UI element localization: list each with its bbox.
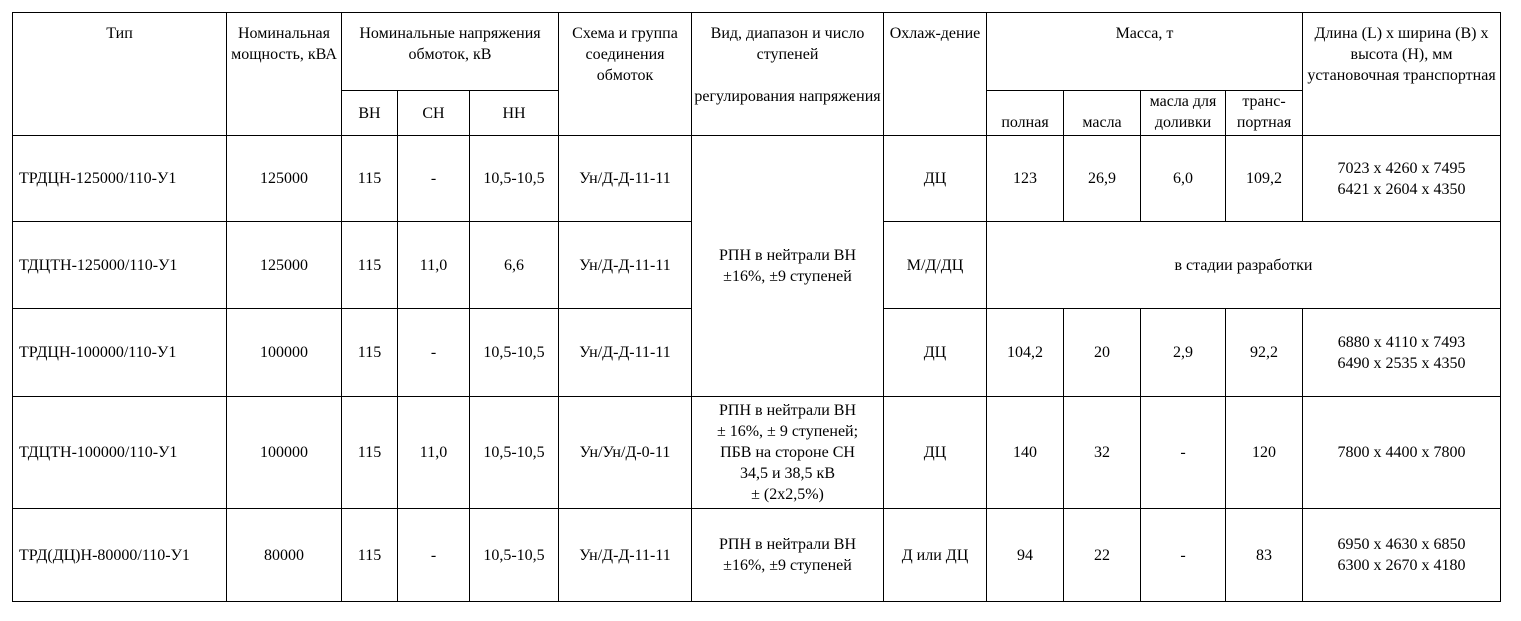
header-mass-full: полная bbox=[987, 91, 1064, 136]
cell-cooling: ДЦ bbox=[884, 309, 987, 397]
header-row-1 bbox=[13, 13, 1501, 91]
table-row bbox=[13, 509, 1501, 602]
header-regulation-line2: регулирования напряжения bbox=[694, 88, 881, 105]
cell-power: 100000 bbox=[227, 309, 342, 397]
cell-type: ТДЦТН-125000/110-У1 bbox=[13, 222, 227, 309]
cell-scheme: Ун/Ун/Д-0-11 bbox=[559, 397, 692, 509]
cell-vn: 115 bbox=[342, 397, 398, 509]
dims-install: 6950 x 4630 x 6850 bbox=[1337, 536, 1466, 553]
cell-nn: 6,6 bbox=[470, 222, 559, 309]
cell-cooling: Д или ДЦ bbox=[884, 509, 987, 602]
table-row bbox=[13, 136, 1501, 222]
cell-regulation: РПН в нейтрали ВН ± 16%, ± 9 ступеней; ПБВ на стороне СН 34,5 и 38,5 кВ ± (2х2,5%) bbox=[692, 397, 884, 509]
header-mass: Масса, т bbox=[987, 13, 1303, 91]
header-dims: Длина (L) х ширина (B) х высота (H), мм установочная транспортная bbox=[1303, 13, 1501, 136]
cell-cooling: М/Д/ДЦ bbox=[884, 222, 987, 309]
cell-type: ТРДЦН-100000/110-У1 bbox=[13, 309, 227, 397]
dims-install: 7023 x 4260 x 7495 bbox=[1337, 159, 1466, 177]
cell-mass-full: 140 bbox=[987, 397, 1064, 509]
cell-cooling: ДЦ bbox=[884, 397, 987, 509]
dims-install: 6880 x 4110 x 7493 bbox=[1337, 333, 1466, 351]
cell-vn: 115 bbox=[342, 136, 398, 222]
cell-mass-note: в стадии разработки bbox=[987, 222, 1501, 309]
table-row bbox=[13, 397, 1501, 509]
cell-mass-topup: 6,0 bbox=[1141, 136, 1226, 222]
cell-mass-transport: 83 bbox=[1226, 509, 1303, 602]
cell-power: 100000 bbox=[227, 397, 342, 509]
dims-install: 7800 x 4400 x 7800 bbox=[1337, 444, 1466, 461]
header-mass-topup: масла для доливки bbox=[1141, 91, 1226, 136]
cell-mass-full: 94 bbox=[987, 509, 1064, 602]
dims-transport: 6300 x 2670 x 4180 bbox=[1337, 557, 1466, 574]
cell-mass-oil: 22 bbox=[1064, 509, 1141, 602]
header-type: Тип bbox=[13, 13, 227, 136]
cell-vn: 115 bbox=[342, 309, 398, 397]
cell-regulation-merged: РПН в нейтрали ВН ±16%, ±9 ступеней bbox=[692, 136, 884, 397]
header-sn: СН bbox=[398, 91, 470, 136]
cell-sn: - bbox=[398, 309, 470, 397]
cell-nn: 10,5-10,5 bbox=[470, 136, 559, 222]
cell-mass-transport: 120 bbox=[1226, 397, 1303, 509]
cell-sn: 11,0 bbox=[398, 397, 470, 509]
header-power: Номинальная мощность, кВА bbox=[227, 13, 342, 136]
header-mass-oil: масла bbox=[1064, 91, 1141, 136]
cell-dims bbox=[1303, 509, 1501, 602]
cell-dims bbox=[1303, 136, 1501, 222]
cell-mass-transport: 92,2 bbox=[1226, 309, 1303, 397]
cell-mass-full: 123 bbox=[987, 136, 1064, 222]
header-scheme: Схема и группа соединения обмоток bbox=[559, 13, 692, 136]
cell-sn: - bbox=[398, 509, 470, 602]
header-voltages: Номинальные напряжения обмоток, кВ bbox=[342, 13, 559, 91]
cell-scheme: Ун/Д-Д-11-11 bbox=[559, 309, 692, 397]
cell-mass-oil: 26,9 bbox=[1064, 136, 1141, 222]
transformer-spec-table bbox=[12, 12, 1501, 602]
cell-cooling: ДЦ bbox=[884, 136, 987, 222]
cell-power: 125000 bbox=[227, 136, 342, 222]
dims-transport: 6490 x 2535 x 4350 bbox=[1337, 354, 1466, 372]
cell-nn: 10,5-10,5 bbox=[470, 397, 559, 509]
header-regulation-line1: Вид, диапазон и число ступеней bbox=[710, 25, 865, 63]
cell-mass-topup: 2,9 bbox=[1141, 309, 1226, 397]
cell-power: 125000 bbox=[227, 222, 342, 309]
cell-mass-oil: 20 bbox=[1064, 309, 1141, 397]
header-mass-transport: транс-портная bbox=[1226, 91, 1303, 136]
cell-mass-full: 104,2 bbox=[987, 309, 1064, 397]
cell-nn: 10,5-10,5 bbox=[470, 509, 559, 602]
cell-scheme: Ун/Д-Д-11-11 bbox=[559, 222, 692, 309]
cell-type: ТРДЦН-125000/110-У1 bbox=[13, 136, 227, 222]
cell-sn: 11,0 bbox=[398, 222, 470, 309]
header-cooling: Охлаж-дение bbox=[884, 13, 987, 136]
dims-transport: 6421 x 2604 x 4350 bbox=[1337, 180, 1466, 198]
header-vn: ВН bbox=[342, 91, 398, 136]
cell-vn: 115 bbox=[342, 222, 398, 309]
cell-power: 80000 bbox=[227, 509, 342, 602]
cell-scheme: Ун/Д-Д-11-11 bbox=[559, 136, 692, 222]
cell-type: ТДЦТН-100000/110-У1 bbox=[13, 397, 227, 509]
cell-vn: 115 bbox=[342, 509, 398, 602]
cell-mass-transport: 109,2 bbox=[1226, 136, 1303, 222]
cell-sn: - bbox=[398, 136, 470, 222]
header-regulation bbox=[692, 13, 884, 136]
cell-scheme: Ун/Д-Д-11-11 bbox=[559, 509, 692, 602]
cell-regulation: РПН в нейтрали ВН ±16%, ±9 ступеней bbox=[692, 509, 884, 602]
cell-dims bbox=[1303, 397, 1501, 509]
cell-nn: 10,5-10,5 bbox=[470, 309, 559, 397]
cell-mass-oil: 32 bbox=[1064, 397, 1141, 509]
header-nn: НН bbox=[470, 91, 559, 136]
cell-mass-topup: - bbox=[1141, 509, 1226, 602]
cell-mass-topup: - bbox=[1141, 397, 1226, 509]
cell-type: ТРД(ДЦ)Н-80000/110-У1 bbox=[13, 509, 227, 602]
cell-dims bbox=[1303, 309, 1501, 397]
